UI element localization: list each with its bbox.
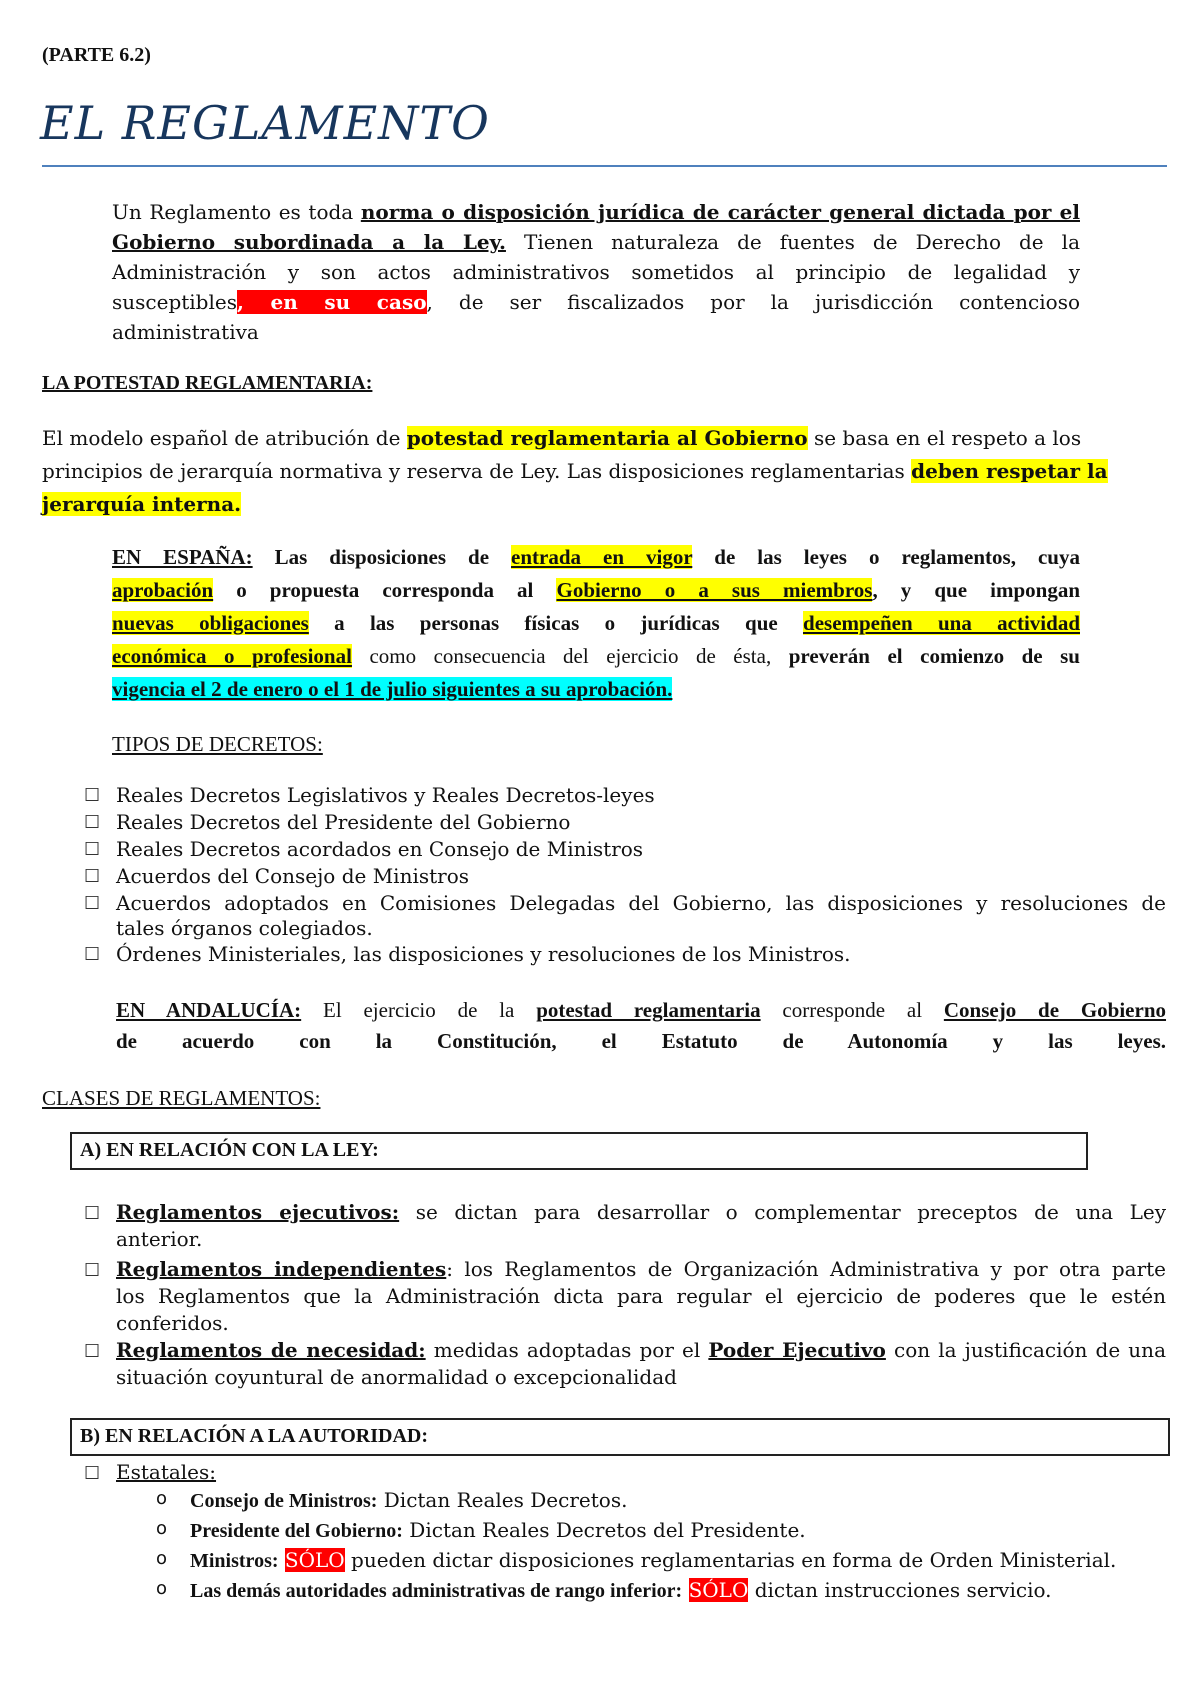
espana-line-3: nuevas obligaciones a las personas físicas o jurídicas que desempeñen una actividad [112,611,1080,635]
reglamento-independiente-line-2: los Reglamentos que la Administración dicta para regular el ejercicio de poderes que le estén [116,1284,1166,1308]
tipo-item-1: Reales Decretos Legislativos y Reales Decretos-leyes [116,783,655,807]
reglamento-independiente-line-3: conferidos. [116,1311,229,1335]
espana-line-4: económica o profesional como consecuencia del ejercicio de ésta, preverán el comienzo de su [112,644,1080,668]
circle-bullet-icon: o [156,1518,168,1539]
highlight-potestad-gobierno: potestad reglamentaria al Gobierno [406,426,808,450]
checkbox-icon: ☐ [84,893,101,914]
reglamento-necesidad-line-2: situación coyuntural de anormalidad o excepcionalidad [116,1365,677,1389]
potestad-line-2: principios de jerarquía normativa y reserva de Ley. Las disposiciones reglamentarias deben respetar la [42,459,1108,483]
circle-bullet-icon: o [156,1548,168,1569]
section-heading-clases: CLASES DE REGLAMENTOS: [42,1086,321,1110]
tipo-item-6: Órdenes Ministeriales, las disposiciones y resoluciones de los Ministros. [116,942,851,966]
andalucia-line-2: de acuerdo con la Constitución, el Estatuto de Autonomía y las leyes. [116,1029,1166,1053]
intro-line-2: Gobierno subordinada a la Ley. Tienen naturaleza de fuentes de Derecho de la [112,230,1080,254]
intro-line-3: Administración y son actos administrativos sometidos al principio de legalidad y [112,260,1080,284]
potestad-line-3: jerarquía interna. [42,492,242,516]
reglamento-ejecutivo-line-1: Reglamentos ejecutivos: se dictan para desarrollar o complementar preceptos de una Ley [116,1200,1167,1224]
reglamento-necesidad-line-1: Reglamentos de necesidad: medidas adoptadas por el Poder Ejecutivo con la justificación de una [116,1338,1166,1362]
tipo-item-5-cont: tales órganos colegiados. [116,916,373,940]
checkbox-icon: ☐ [84,944,101,965]
estatales-label: Estatales: [116,1460,217,1484]
highlight-solo: SÓLO [688,1578,749,1602]
autoridad-ministros: Ministros: SÓLO pueden dictar disposiciones reglamentarias en forma de Orden Ministerial. [190,1548,1117,1572]
section-heading-tipos: TIPOS DE DECRETOS: [112,732,323,756]
intro-line-5: administrativa [112,320,259,344]
highlight-solo: SÓLO [284,1548,345,1572]
autoridad-inferior: Las demás autoridades administrativas de rango inferior: SÓLO dictan instrucciones servicio. [190,1578,1052,1602]
autoridad-consejo: Consejo de Ministros: Dictan Reales Decretos. [190,1488,628,1512]
tipo-item-4: Acuerdos del Consejo de Ministros [116,864,470,888]
reglamento-independiente-line-1: Reglamentos independientes: los Reglamentos de Organización Administrativa y por otra parte [116,1257,1166,1281]
part-label: (PARTE 6.2) [42,44,151,66]
checkbox-icon: ☐ [84,1203,101,1224]
circle-bullet-icon: o [156,1488,168,1509]
box-relacion-autoridad [70,1418,1170,1456]
box-a-title: A) EN RELACIÓN CON LA LEY: [80,1139,379,1161]
highlight-respetar: deben respetar la [911,459,1108,483]
autoridad-presidente: Presidente del Gobierno: Dictan Reales Decretos del Presidente. [190,1518,806,1542]
espana-line-1: EN ESPAÑA: Las disposiciones de entrada en vigor de las leyes o reglamentos, cuya [112,545,1080,569]
potestad-line-1: El modelo español de atribución de potestad reglamentaria al Gobierno se basa en el respeto a los [42,426,1082,450]
reglamento-ejecutivo-line-2: anterior. [116,1227,203,1251]
espana-line-5: vigencia el 2 de enero o el 1 de julio siguientes a su aprobación. [112,677,673,701]
title-divider [42,165,1167,167]
checkbox-icon: ☐ [84,1260,101,1281]
andalucia-line-1: EN ANDALUCÍA: El ejercicio de la potestad reglamentaria corresponde al Consejo de Gobierno [116,998,1167,1022]
tipo-item-3: Reales Decretos acordados en Consejo de Ministros [116,837,644,861]
espana-line-2: aprobación o propuesta corresponda al Gobierno o a sus miembros, y que impongan [112,578,1080,602]
intro-line-4: susceptibles, en su caso, de ser fiscalizados por la jurisdicción contencioso [112,290,1081,314]
page-title: EL REGLAMENTO [40,96,490,150]
checkbox-icon: ☐ [84,839,101,860]
checkbox-icon: ☐ [84,812,101,833]
checkbox-icon: ☐ [84,1341,101,1362]
highlight-en-su-caso: , en su caso [236,290,427,314]
circle-bullet-icon: o [156,1578,168,1599]
intro-line-1: Un Reglamento es toda norma o disposición jurídica de carácter general dictada por el [112,200,1080,224]
checkbox-icon: ☐ [84,1463,101,1484]
box-b-title: B) EN RELACIÓN A LA AUTORIDAD: [80,1425,429,1447]
tipo-item-2: Reales Decretos del Presidente del Gobierno [116,810,571,834]
tipo-item-5: Acuerdos adoptados en Comisiones Delegadas del Gobierno, las disposiciones y resoluciones de [116,891,1166,915]
section-heading-potestad: LA POTESTAD REGLAMENTARIA: [42,372,373,394]
box-relacion-ley [70,1132,1088,1170]
checkbox-icon: ☐ [84,866,101,887]
checkbox-icon: ☐ [84,785,101,806]
